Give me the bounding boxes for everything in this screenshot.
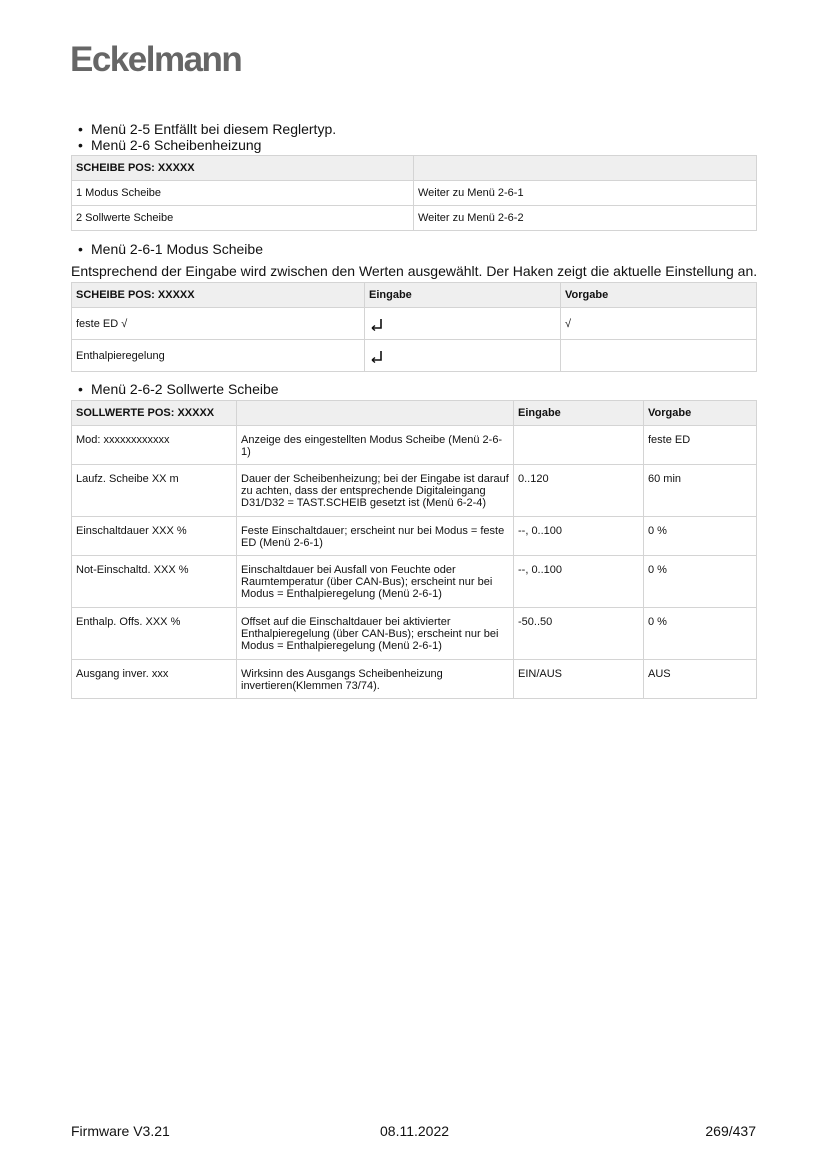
table-sollwerte-scheibe [71,400,757,699]
list-item: • Menü 2-6 Scheibenheizung [76,137,336,153]
description-paragraph: Entsprechend der Eingabe wird zwischen den Werten ausgewählt. Der Haken zeigt die aktuelle Einstellung an. [71,263,758,279]
table-row [72,465,757,517]
table-header-row [72,401,757,426]
table-row [72,660,757,699]
table-row [72,340,757,372]
table-cell: 60 min [644,465,757,517]
table-cell: Ausgang inver. xxx [72,660,237,699]
table-header-cell: Vorgabe [561,283,757,308]
table-cell [365,308,561,340]
table-row [72,608,757,660]
table-cell [561,340,757,372]
table-header-cell: SCHEIBE POS: XXXXX [72,283,365,308]
table-cell: 0 % [644,517,757,556]
table-row [72,426,757,465]
table-cell: --, 0..100 [514,517,644,556]
table-cell: Einschaltdauer XXX % [72,517,237,556]
enter-key-icon [369,317,383,331]
company-logo: Eckelmann [70,40,242,79]
table-cell: Enthalp. Offs. XXX % [72,608,237,660]
table-cell: 0 % [644,556,757,608]
table-scheibe-menu [71,155,757,231]
table-header-cell: SCHEIBE POS: XXXXX [72,156,414,181]
table-cell: Anzeige des eingestellten Modus Scheibe (Menü 2-6-1) [237,426,514,465]
table-cell: Not-Einschaltd. XXX % [72,556,237,608]
menu-list-1 [76,121,336,153]
table-cell: Mod: xxxxxxxxxxxx [72,426,237,465]
footer-firmware: Firmware V3.21 [71,1123,170,1139]
table-cell: √ [561,308,757,340]
list-item: • Menü 2-6-1 Modus Scheibe [76,241,263,257]
table-cell: --, 0..100 [514,556,644,608]
table-cell: Einschaltdauer bei Ausfall von Feuchte oder Raumtemperatur (über CAN-Bus); erscheint nur bei Modus = Enthalpieregelung (Menü 2-6-1) [237,556,514,608]
table-row [72,206,757,231]
table-cell: feste ED [644,426,757,465]
table-cell: EIN/AUS [514,660,644,699]
table-header-cell [414,156,757,181]
table-header-cell: Eingabe [365,283,561,308]
table-cell: Wirksinn des Ausgangs Scheibenheizung invertieren(Klemmen 73/74). [237,660,514,699]
table-cell: Laufz. Scheibe XX m [72,465,237,517]
menu-list-3 [76,381,279,397]
table-cell: Weiter zu Menü 2-6-2 [414,206,757,231]
menu-list-2 [76,241,263,257]
enter-key-icon [369,349,383,363]
table-cell: 2 Sollwerte Scheibe [72,206,414,231]
table-header-cell: SOLLWERTE POS: XXXXX [72,401,237,426]
table-cell [365,340,561,372]
table-cell: Weiter zu Menü 2-6-1 [414,181,757,206]
table-header-cell: Vorgabe [644,401,757,426]
table-cell: Enthalpieregelung [72,340,365,372]
table-header-cell [237,401,514,426]
list-item: • Menü 2-6-2 Sollwerte Scheibe [76,381,279,397]
table-modus-scheibe [71,282,757,372]
table-cell [514,426,644,465]
table-header-row [72,283,757,308]
table-cell: AUS [644,660,757,699]
table-cell: 0..120 [514,465,644,517]
footer-page-number: 269/437 [705,1123,756,1139]
table-row [72,308,757,340]
table-header-cell: Eingabe [514,401,644,426]
table-cell: feste ED √ [72,308,365,340]
list-item: • Menü 2-5 Entfällt bei diesem Reglertyp. [76,121,336,137]
table-row [72,181,757,206]
table-cell: Offset auf die Einschaltdauer bei aktivierter Enthalpieregelung (über CAN-Bus); erscheint nur bei Modus = Enthalpieregelung (Menü 2-6-1) [237,608,514,660]
table-row [72,556,757,608]
table-cell: Dauer der Scheibenheizung; bei der Eingabe ist darauf zu achten, dass der entsprechende Digitaleingang D31/D32 = TAST.SCHEIB gesetzt ist (Menü 6-2-4) [237,465,514,517]
table-cell: Feste Einschaltdauer; erscheint nur bei Modus = feste ED (Menü 2-6-1) [237,517,514,556]
table-cell: 1 Modus Scheibe [72,181,414,206]
footer-date: 08.11.2022 [380,1123,450,1139]
table-header-row [72,156,757,181]
table-cell: 0 % [644,608,757,660]
table-cell: -50..50 [514,608,644,660]
table-row [72,517,757,556]
